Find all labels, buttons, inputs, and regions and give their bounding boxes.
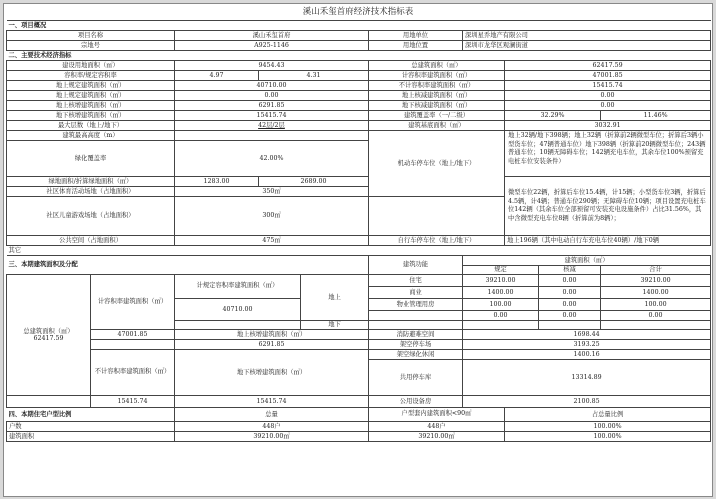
total-area-label: 总建筑面积（㎡） 62417.59	[7, 275, 91, 396]
section-heading-area: 三、本期建筑面积及分配	[7, 256, 369, 275]
use-total	[601, 321, 711, 330]
indicator-sheet	[3, 3, 713, 497]
value-parcel-no: A925-1146	[175, 41, 369, 51]
indicator-value: 15415.74	[175, 111, 369, 121]
car-parking-text-2: 微型车位22辆，折算后车位15.4辆，计15辆；小型货车位3辆，折算后4.5辆，计4辆；普通车位290辆；无障碍车位10辆；项目设置充电桩车位142辆（其余车位全部预留可安装充电设施条件）占比31.56%，其中含微型充电车位8辆（折算前为8辆）；	[505, 177, 711, 236]
bike-parking-value: 地上196辆（其中电动自行车充电车位40辆）/地下0辆	[505, 236, 711, 246]
indicator-value: 62417.59	[505, 61, 711, 71]
far-area-label: 计容积率建筑面积（㎡）	[91, 275, 175, 330]
unit-row-type: 448户	[369, 422, 505, 432]
reg-far-spacer	[175, 321, 301, 330]
below-ground-label: 地下	[301, 321, 369, 330]
col-unit-type: 户型套内建筑面积<90㎡	[369, 408, 505, 422]
indicator-label: 地下核减建筑面积（㎡）	[369, 101, 505, 111]
indicator-value: 40710.00	[175, 81, 369, 91]
indicator-value: 0.00	[505, 101, 711, 111]
indicator-value: 6291.85	[175, 101, 369, 111]
use-increase	[539, 321, 601, 330]
extra-total: 2100.85	[463, 396, 711, 408]
reg-far-value: 40710.00	[175, 299, 301, 321]
unit-row-total: 448户	[175, 422, 369, 432]
inc-above-label: 地上核增建筑面积（㎡）	[175, 330, 369, 340]
use-name	[369, 311, 463, 321]
green-area-value-1: 1283.00	[175, 177, 259, 187]
car-parking-label: 机动车停车位（地上/地下）	[369, 131, 505, 197]
use-name: 住宅	[369, 275, 463, 287]
sports-area-label: 社区体育活动场地（占地面积）	[7, 187, 175, 197]
section-heading-unit-mix: 四、本期住宅户型比例	[7, 408, 175, 422]
indicator-value: 3032.91	[505, 121, 711, 131]
extra-name: 架空停车场	[369, 340, 463, 350]
col-increase: 核减	[539, 266, 601, 275]
public-space-label: 公共空间（占地面积）	[7, 236, 175, 246]
extra-total: 1698.44	[463, 330, 711, 340]
extra-name: 消防避难空间	[369, 330, 463, 340]
kids-area-value: 300㎡	[175, 197, 369, 236]
use-regular: 100.00	[463, 299, 539, 311]
indicator-table	[6, 20, 711, 442]
col-unit-ratio: 占总量比例	[505, 408, 711, 422]
extra-total: 13314.89	[463, 360, 711, 396]
far-area-spacer	[91, 340, 175, 350]
indicator-label: 总建筑面积（㎡）	[369, 61, 505, 71]
above-ground-label: 地上	[301, 275, 369, 321]
indicator-label: 地上核减建筑面积（㎡）	[369, 91, 505, 101]
section-heading-indicators: 二、主要技术经济指标	[7, 51, 711, 61]
col-regular: 规定	[463, 266, 539, 275]
indicator-label: 地上规定建筑面积（㎡）	[7, 81, 175, 91]
use-name: 商业	[369, 287, 463, 299]
inc-above-value: 6291.85	[175, 340, 369, 350]
indicator-value: 9454.43	[175, 61, 369, 71]
other-label: 其它	[7, 246, 711, 256]
label-land-location: 用地位置	[369, 41, 463, 51]
green-rate-value: 42.00%	[175, 141, 369, 177]
use-name: 物业管理用房	[369, 299, 463, 311]
use-regular	[463, 321, 539, 330]
value-project-name: 溪山禾玺首府	[175, 31, 369, 41]
use-regular: 1400.00	[463, 287, 539, 299]
unit-row-total: 39210.00㎡	[175, 432, 369, 442]
extra-name: 架空绿化休闲	[369, 350, 463, 360]
indicator-label: 最大层数（地上/地下）	[7, 121, 175, 131]
public-space-value: 475㎡	[175, 236, 369, 246]
indicator-label: 不计容积率建筑面积（㎡）	[369, 81, 505, 91]
use-total: 39210.00	[601, 275, 711, 287]
use-increase: 0.00	[539, 311, 601, 321]
use-increase: 0.00	[539, 299, 601, 311]
use-increase: 0.00	[539, 287, 601, 299]
use-total: 100.00	[601, 299, 711, 311]
total-area-spacer	[7, 396, 91, 408]
green-rate-label: 绿化覆盖率	[7, 141, 175, 177]
label-project-name: 项目名称	[7, 31, 175, 41]
use-total: 0.00	[601, 311, 711, 321]
inc-below-value: 15415.74	[175, 396, 369, 408]
use-increase: 0.00	[539, 275, 601, 287]
sports-area-value: 350㎡	[175, 187, 369, 197]
indicator-label: 地下核增建筑面积（㎡）	[7, 111, 175, 121]
indicator-value: 11.46%	[601, 111, 711, 121]
col-total: 合计	[601, 266, 711, 275]
indicator-label: 容积率/规定容积率	[7, 71, 175, 81]
use-name	[369, 321, 463, 330]
col-total-units: 总量	[175, 408, 369, 422]
section-heading-overview: 一、项目概况	[7, 21, 711, 31]
indicator-label: 建筑覆盖率（一/二级）	[369, 111, 505, 121]
indicator-label: 计容积率建筑面积（㎡）	[369, 71, 505, 81]
indicator-value: 15415.74	[505, 81, 711, 91]
car-parking-label-cont	[369, 197, 505, 236]
label-parcel-no: 宗地号	[7, 41, 175, 51]
green-area-value-2: 2689.00	[259, 177, 369, 187]
reg-far-label: 计规定容积率建筑面积（㎡）	[175, 275, 301, 299]
indicator-value: 4.97	[175, 71, 259, 81]
extra-name: 共用停车库	[369, 360, 463, 396]
non-far-label: 不计容积率建筑面积（㎡）	[91, 350, 175, 396]
extra-total: 3193.25	[463, 340, 711, 350]
bike-parking-label: 自行车停车位（地上/地下）	[369, 236, 505, 246]
indicator-value: 4.31	[259, 71, 369, 81]
car-parking-text-1: 地上32辆/地下398辆；地上32辆（折算前2辆微型车位；折算后3辆小型货车位；47辆普通车位）地下398辆（折算前20辆微型车位；243辆普通车位；10辆无障碍车位；142辆充电车位，其余车位100%预留充电桩车位安装条件）	[505, 131, 711, 177]
indicator-value: 32.29%	[505, 111, 601, 121]
indicator-value: 42层/2层	[175, 121, 369, 131]
extra-name: 公用设备房	[369, 396, 463, 408]
use-total: 1400.00	[601, 287, 711, 299]
value-land-user: 深圳星乔地产有限公司	[463, 31, 711, 41]
use-regular: 39210.00	[463, 275, 539, 287]
kids-area-label: 社区儿童游戏场地（占地面积）	[7, 197, 175, 236]
indicator-value: 47001.85	[505, 71, 711, 81]
document-title: 溪山禾玺首府经济技术指标表	[302, 7, 414, 17]
use-regular: 0.00	[463, 311, 539, 321]
green-area-label: 绿地面积/折算绿地面积（㎡）	[7, 177, 175, 187]
area-header: 建筑面积（㎡）	[463, 256, 711, 266]
indicator-label: 建设用地面积（㎡）	[7, 61, 175, 71]
indicator-value: 0.00	[175, 91, 369, 101]
unit-row-label: 建筑面积	[7, 432, 175, 442]
indicator-label: 地上核增建筑面积（㎡）	[7, 101, 175, 111]
unit-row-ratio: 100.00%	[505, 422, 711, 432]
far-area-value: 47001.85	[91, 330, 175, 340]
indicator-value: 0.00	[505, 91, 711, 101]
max-height-label: 建筑最高高度（m）	[7, 131, 175, 141]
value-land-location: 深圳市龙华区观澜街道	[463, 41, 711, 51]
building-function-label: 建筑功能	[369, 256, 463, 275]
unit-row-ratio: 100.00%	[505, 432, 711, 442]
indicator-label: 建筑基底面积（㎡）	[369, 121, 505, 131]
indicator-label: 地上规定建筑面积（㎡）	[7, 91, 175, 101]
non-far-value: 15415.74	[91, 396, 175, 408]
label-land-user: 用地单位	[369, 31, 463, 41]
inc-below-label: 地下核增建筑面积（㎡）	[175, 350, 369, 396]
max-height-value	[175, 131, 369, 141]
extra-total: 1400.16	[463, 350, 711, 360]
unit-row-type: 39210.00㎡	[369, 432, 505, 442]
unit-row-label: 户数	[7, 422, 175, 432]
